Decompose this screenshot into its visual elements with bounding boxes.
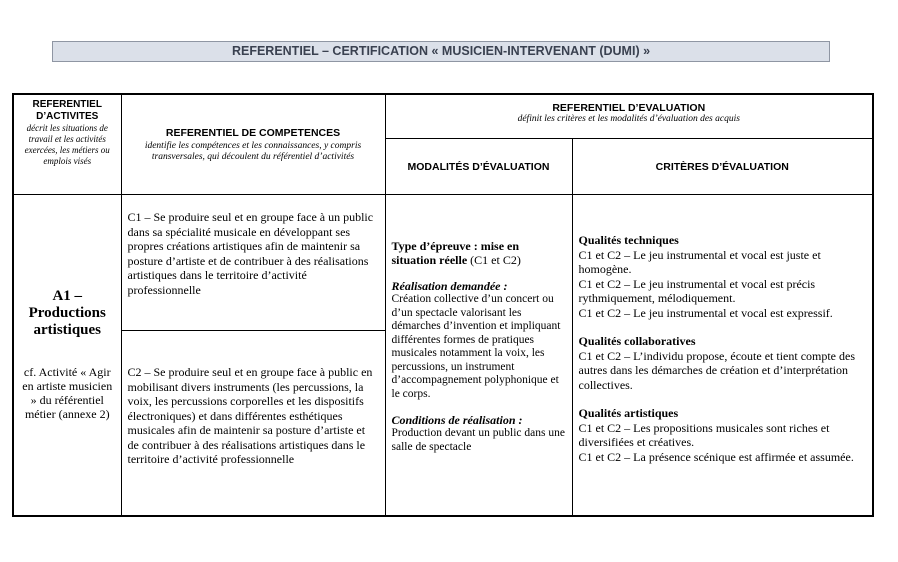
competence-c2: C2 – Se produire seul et en groupe face à public en mobilisant divers instruments (les percussions, la voix, les percussions corporelles et les dispositifs électroniques) et dans différentes esthétiques musicales afin de maintenir sa posture d’artiste et de contribuer à des réalisations artistiques dans le territoire d’activité professionnelle [121,331,385,516]
header-competences-desc: identifie les compétences et les connaissances, y compris transversales, qui découlent du référentiel d’activités [144,140,362,162]
document-title: REFERENTIEL – CERTIFICATION « MUSICIEN-INTERVENANT (DUMI) » [52,41,830,62]
activite-title: A1 – Productions artistiques [28,288,106,339]
criteres-techniques-item: C1 et C2 – Le jeu instrumental et vocal est expressif. [578,305,833,320]
header-activites [13,94,121,195]
criteres-artistiques-label: Qualités artistiques [578,406,679,420]
competence-c1: C1 – Se produire seul et en groupe face à un public dans sa spécialité musicale en développant ses propres créations artistiques afin de maintenir sa posture d’artiste et de contribuer à des réalisations artistiques dans le territoire d’activité professionnelle [121,195,385,331]
header-competences-title: REFERENTIEL DE COMPETENCES [165,126,341,139]
epreuve-label: Type d’épreuve : mise en situation réelle [391,239,520,267]
criteres-artistiques-item: C1 et C2 – La présence scénique est affirmée et assumée. [578,449,854,464]
header-criteres: CRITÈRES D’ÉVALUATION [572,139,873,195]
criteres-techniques-item: C1 et C2 – Le jeu instrumental et vocal est juste et homogène. [578,247,821,276]
epreuve-suffix: (C1 et C2) [467,253,521,267]
realisation-text: Création collective d’un concert ou d’un spectacle valorisant les démarches d’invention et impliquant différentes formes de pratiques musicales notamment la voix, les percussions, un instrument d’accompagnement polyphonique et le corps. [391,293,561,400]
realisation-label: Réalisation demandée : [391,279,508,293]
activite-ref: cf. Activité « Agir en artiste musicien » du référentiel métier (annexe 2) [22,365,113,422]
header-activites-desc: décrit les situations de travail et les activités exercées, les métiers ou emplois visés [24,123,110,166]
modalites-cell [385,195,572,516]
criteres-techniques-item: C1 et C2 – Le jeu instrumental et vocal est précis rythmiquement, mélodiquement. [578,276,816,305]
criteres-cell [572,195,873,516]
criteres-techniques-label: Qualités techniques [578,233,679,247]
header-activites-title: REFERENTIEL D’ACTIVITES [32,99,102,122]
header-evaluation [385,94,873,139]
header-evaluation-desc: définit les critères et les modalités d’évaluation des acquis [517,114,740,124]
criteres-collaboratives-label: Qualités collaboratives [578,334,696,348]
conditions-text: Production devant un public dans une salle de spectacle [391,427,565,453]
header-modalites: MODALITÉS D’ÉVALUATION [385,139,572,195]
criteres-artistiques-item: C1 et C2 – Les propositions musicales sont riches et diversifiées et créatives. [578,420,830,449]
conditions-label: Conditions de réalisation : [391,413,523,427]
activite-cell [13,195,121,516]
header-competences [121,94,385,195]
criteres-collaboratives-item: C1 et C2 – L’individu propose, écoute et tient compte des autres dans les démarches de création et d’interprétation collectives. [578,348,856,392]
referentiel-table [12,93,874,517]
header-evaluation-title: REFERENTIEL D’EVALUATION [552,102,706,114]
